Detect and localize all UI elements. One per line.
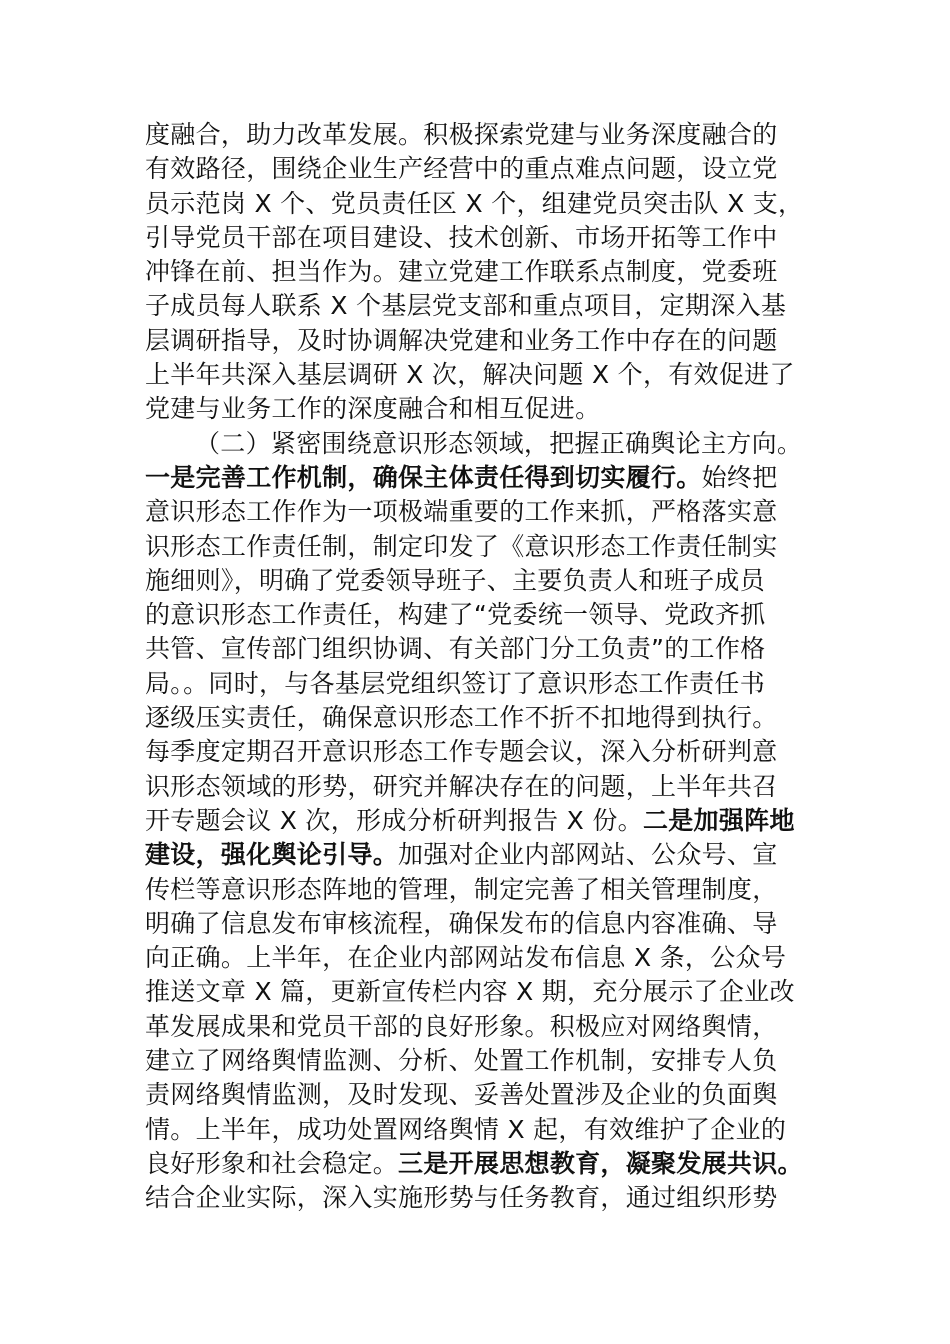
- text-segment: 加强对企业内部网站、公众号、宣: [398, 840, 778, 870]
- text-line: [145, 358, 835, 392]
- bold-text-segment: 一是完善工作机制，确保主体责任得到切实履行。: [145, 462, 702, 492]
- text-segment: 子成员每人联系 X 个基层党支部和重点项目，定期深入基: [145, 291, 787, 321]
- text-segment: 责网络舆情监测，及时发现、妥善处置涉及企业的负面舆: [145, 1080, 778, 1110]
- text-segment: 明确了信息发布审核流程，确保发布的信息内容准确、导: [145, 908, 778, 938]
- text-line: [145, 770, 835, 804]
- text-segment: 冲锋在前、担当作为。建立党建工作联系点制度，党委班: [145, 257, 778, 287]
- text-segment: 向正确。上半年，在企业内部网站发布信息 X 条，公众号: [145, 943, 787, 973]
- text-segment: 共管、宣传部门组织协调、有关部门分工负责”的工作格: [145, 634, 766, 664]
- text-segment: 员示范岗 X 个、党员责任区 X 个，组建党员突击队 X 支，: [145, 188, 804, 218]
- text-segment: （二）紧密围绕意识形态领域，把握正确舆论主方向。: [195, 428, 803, 458]
- text-segment: 识形态工作责任制，制定印发了《意识形态工作责任制实: [145, 531, 778, 561]
- text-line: [145, 1113, 835, 1147]
- text-segment: 推送文章 X 篇，更新宣传栏内容 X 期，充分展示了企业改: [145, 977, 795, 1007]
- text-segment: 识形态领域的形势，研究并解决存在的问题，上半年共召: [145, 771, 778, 801]
- text-line: [145, 873, 835, 907]
- text-segment: 始终把: [701, 462, 778, 492]
- text-segment: 局。。同时，与各基层党组织签订了意识形态工作责任书: [145, 668, 766, 698]
- text-line: [145, 667, 835, 701]
- text-segment: 建立了网络舆情监测、分析、处置工作机制，安排专人负: [145, 1046, 778, 1076]
- text-segment: 革发展成果和党员干部的良好形象。积极应对网络舆情，: [145, 1011, 778, 1041]
- text-line: [145, 289, 835, 323]
- text-line: [145, 701, 835, 735]
- text-line: [145, 187, 835, 221]
- text-line: [145, 427, 835, 461]
- text-line: [145, 1181, 835, 1215]
- text-line: [145, 324, 835, 358]
- text-segment: 开专题会议 X 次，形成分析研判报告 X 份。: [145, 805, 643, 835]
- text-line: [145, 564, 835, 598]
- text-segment: 上半年共深入基层调研 X 次，解决问题 X 个，有效促进了: [145, 360, 795, 390]
- text-line: [145, 392, 835, 426]
- text-segment: 引导党员干部在项目建设、技术创新、市场开拓等工作中: [145, 222, 778, 252]
- text-line: [145, 975, 835, 1009]
- text-line: [145, 221, 835, 255]
- text-line: [145, 1044, 835, 1078]
- text-line: [145, 118, 835, 152]
- text-line: [145, 461, 835, 495]
- text-segment: 的意识形态工作责任，构建了“党委统一领导、党政齐抓: [145, 600, 766, 630]
- text-line: [145, 495, 835, 529]
- text-segment: 每季度定期召开意识形态工作专题会议，深入分析研判意: [145, 737, 778, 767]
- text-line: [145, 735, 835, 769]
- text-line: [145, 255, 835, 289]
- text-segment: 情。上半年，成功处置网络舆情 X 起，有效维护了企业的: [145, 1114, 787, 1144]
- text-line: [145, 632, 835, 666]
- text-line: [145, 804, 835, 838]
- text-line: [145, 907, 835, 941]
- text-segment: 施细则》，明确了党委领导班子、主要负责人和班子成员: [145, 565, 766, 595]
- text-line: [145, 152, 835, 186]
- bold-text-segment: 二是加强阵地: [642, 805, 795, 835]
- text-line: [145, 598, 835, 632]
- text-line: [145, 1010, 835, 1044]
- text-line: [145, 838, 835, 872]
- text-segment: 层调研指导，及时协调解决党建和业务工作中存在的问题: [145, 325, 778, 355]
- text-line: [145, 1078, 835, 1112]
- text-segment: 传栏等意识形态阵地的管理，制定完善了相关管理制度，: [145, 874, 778, 904]
- text-segment: 意识形态工作作为一项极端重要的工作来抓，严格落实意: [145, 497, 778, 527]
- body-text: [145, 118, 835, 1216]
- bold-text-segment: 建设，强化舆论引导。: [145, 840, 399, 870]
- text-line: [145, 941, 835, 975]
- text-line: [145, 1147, 835, 1181]
- text-segment: 逐级压实责任，确保意识形态工作不折不扣地得到执行。: [145, 703, 778, 733]
- text-line: [145, 530, 835, 564]
- text-segment: 良好形象和社会稳定。: [145, 1148, 399, 1178]
- text-segment: 度融合，助力改革发展。积极探索党建与业务深度融合的: [145, 120, 778, 149]
- text-segment: 有效路径，围绕企业生产经营中的重点难点问题，设立党: [145, 154, 778, 184]
- text-segment: 党建与业务工作的深度融合和相互促进。: [145, 394, 601, 424]
- text-segment: 结合企业实际，深入实施形势与任务教育，通过组织形势: [145, 1183, 778, 1213]
- bold-text-segment: 三是开展思想教育，凝聚发展共识。: [398, 1148, 803, 1178]
